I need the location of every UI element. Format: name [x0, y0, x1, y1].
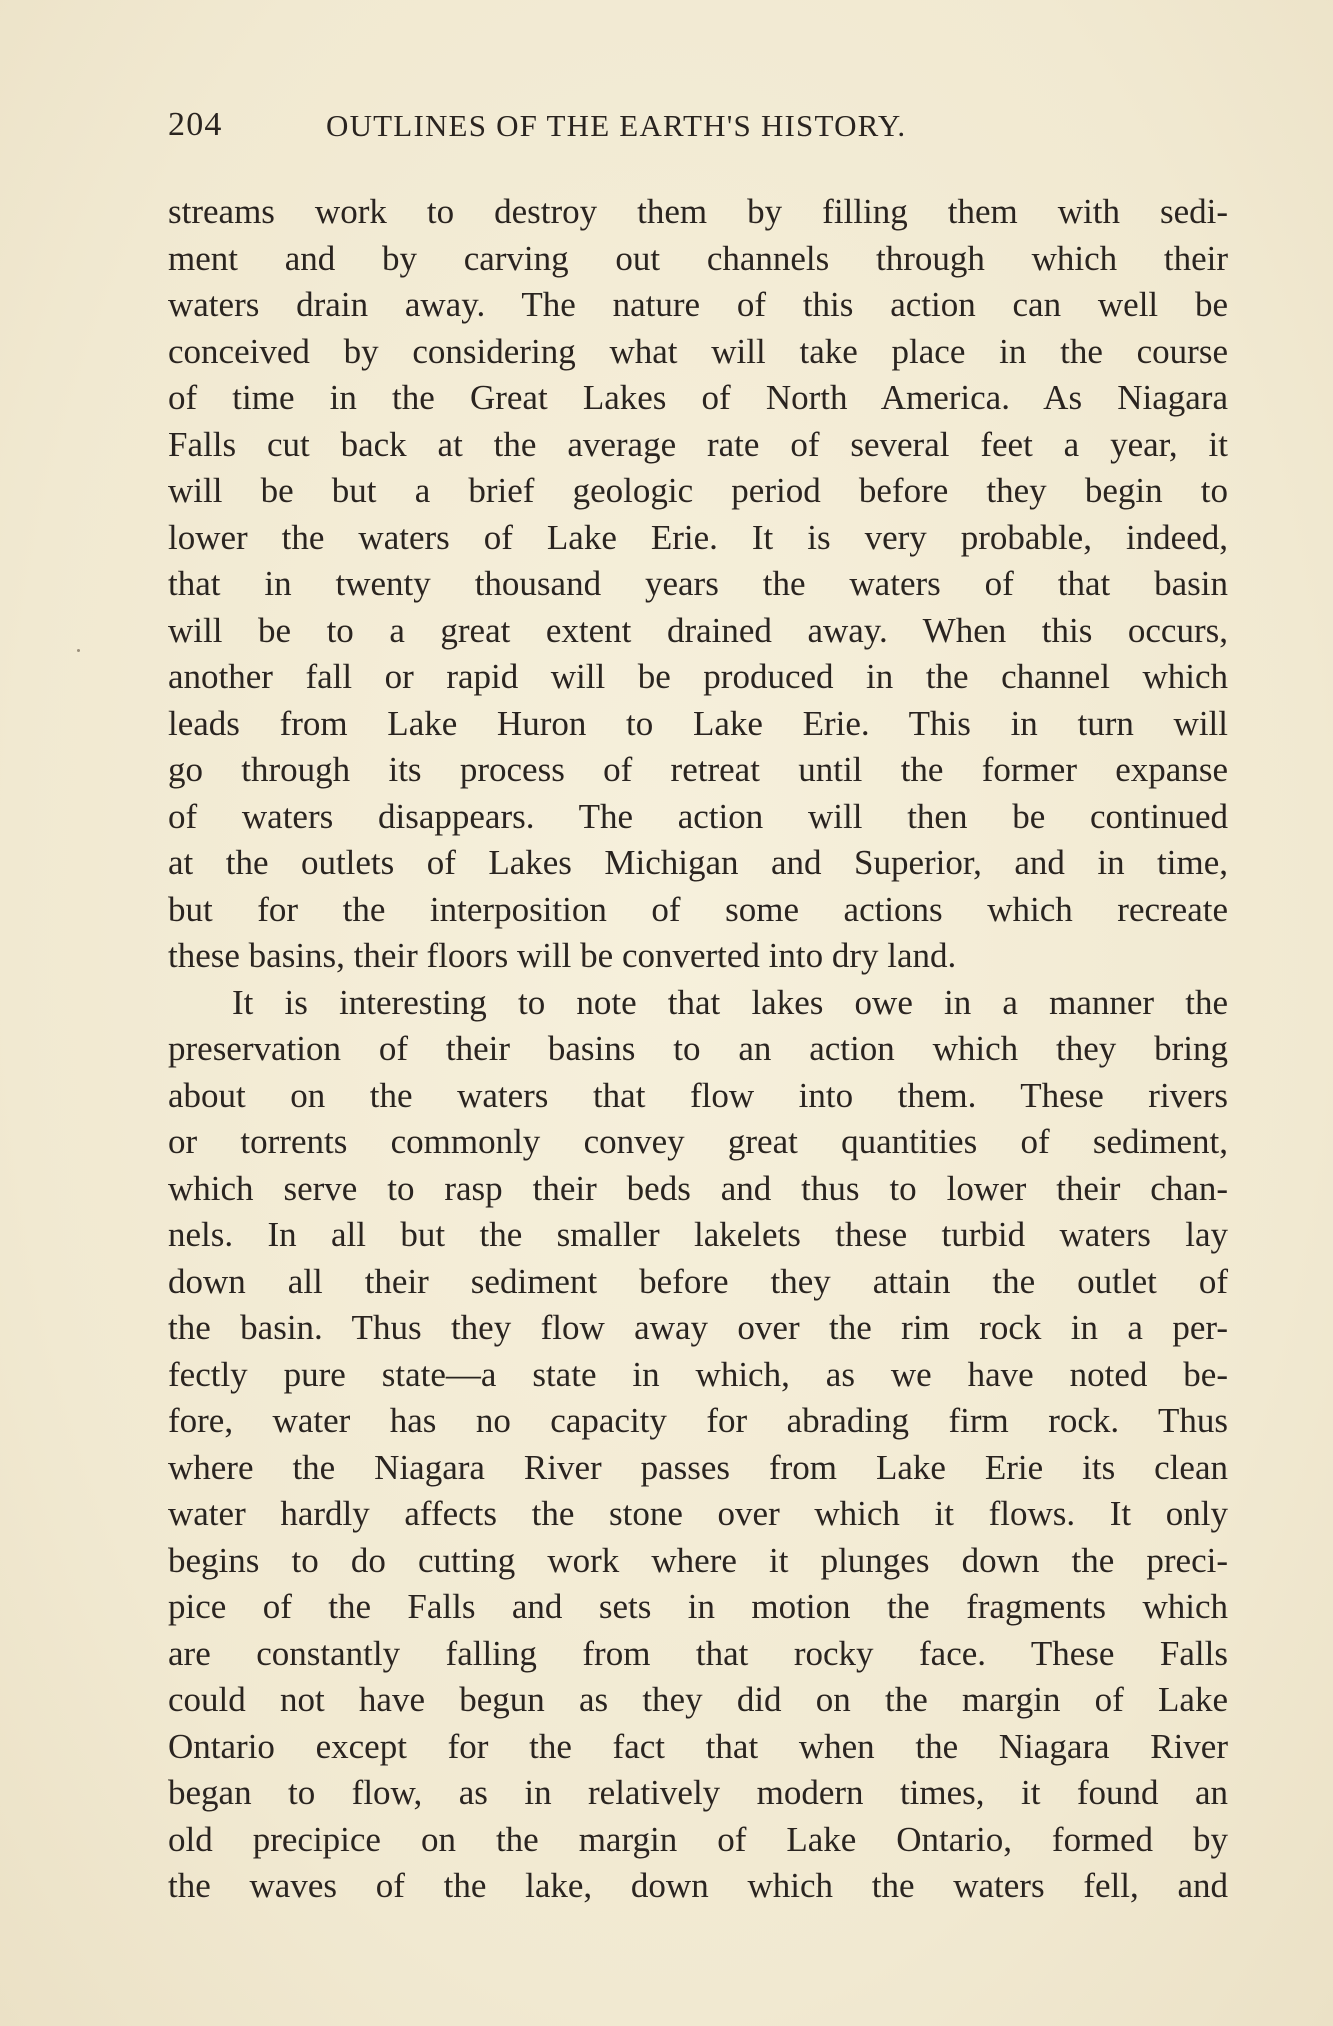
text-line: waters drain away. The nature of this action can well be — [168, 285, 1228, 324]
text-line: about on the waters that flow into them. These rivers — [168, 1075, 1228, 1115]
paragraph-1 — [168, 189, 1228, 980]
text-line: It is interesting to note that lakes owe in a manner the — [232, 982, 1228, 1022]
text-line: where the Niagara River passes from Lake Erie its clean — [168, 1447, 1228, 1487]
text-line: fore, water has no capacity for abrading firm rock. Thus — [168, 1401, 1228, 1440]
text-line: began to flow, as in relatively modern times, it found an — [168, 1773, 1228, 1812]
text-line: will be to a great extent drained away. When this occurs, — [168, 610, 1228, 650]
text-line: preservation of their basins to an action which they bring — [168, 1029, 1228, 1068]
paragraph-2 — [168, 980, 1228, 1910]
page-number: 204 — [168, 106, 223, 143]
text-line: begins to do cutting work where it plunges down the preci- — [168, 1540, 1228, 1580]
text-line: go through its process of retreat until the former expanse — [168, 750, 1228, 789]
text-line: or torrents commonly convey great quantities of sediment, — [168, 1122, 1228, 1161]
text-line: streams work to destroy them by filling them with sedi- — [168, 192, 1228, 231]
text-line: lower the waters of Lake Erie. It is very probable, indeed, — [168, 517, 1228, 557]
text-line: but for the interposition of some actions which recreate — [168, 889, 1228, 929]
text-line: of time in the Great Lakes of North America. As Niagara — [168, 378, 1228, 417]
body-text — [168, 189, 1228, 1910]
paper-speck — [77, 649, 80, 652]
text-line: another fall or rapid will be produced in the channel which — [168, 657, 1228, 696]
text-line: which serve to rasp their beds and thus to lower their chan- — [168, 1168, 1228, 1208]
text-line: these basins, their floors will be converted into dry land. — [168, 936, 957, 975]
text-line: old precipice on the margin of Lake Ontario, formed by — [168, 1819, 1228, 1859]
text-line: pice of the Falls and sets in motion the fragments which — [168, 1587, 1228, 1626]
text-line: of waters disappears. The action will then be continued — [168, 796, 1228, 836]
text-line: that in twenty thousand years the waters of that basin — [168, 564, 1228, 603]
text-line: Falls cut back at the average rate of several feet a year, it — [168, 424, 1228, 464]
text-line: Ontario except for the fact that when the Niagara River — [168, 1726, 1228, 1766]
text-line: fectly pure state—a state in which, as we have noted be- — [168, 1354, 1228, 1394]
text-line: nels. In all but the smaller lakelets these turbid waters lay — [168, 1215, 1228, 1254]
text-line: water hardly affects the stone over which it flows. It only — [168, 1494, 1228, 1533]
text-line: will be but a brief geologic period before they begin to — [168, 471, 1228, 510]
text-line: down all their sediment before they attain the outlet of — [168, 1261, 1228, 1301]
text-line: the basin. Thus they flow away over the rim rock in a per- — [168, 1308, 1228, 1347]
page-header — [168, 106, 1168, 152]
text-line: conceived by considering what will take place in the course — [168, 331, 1228, 371]
text-line: at the outlets of Lakes Michigan and Superior, and in time, — [168, 843, 1228, 882]
text-line: ment and by carving out channels through which their — [168, 238, 1228, 278]
text-line: are constantly falling from that rocky face. These Falls — [168, 1633, 1228, 1673]
text-line: leads from Lake Huron to Lake Erie. This in turn will — [168, 703, 1228, 743]
text-line: could not have begun as they did on the margin of Lake — [168, 1680, 1228, 1719]
running-head: OUTLINES OF THE EARTH'S HISTORY. — [326, 108, 907, 143]
text-line: the waves of the lake, down which the waters fell, and — [168, 1866, 1228, 1905]
